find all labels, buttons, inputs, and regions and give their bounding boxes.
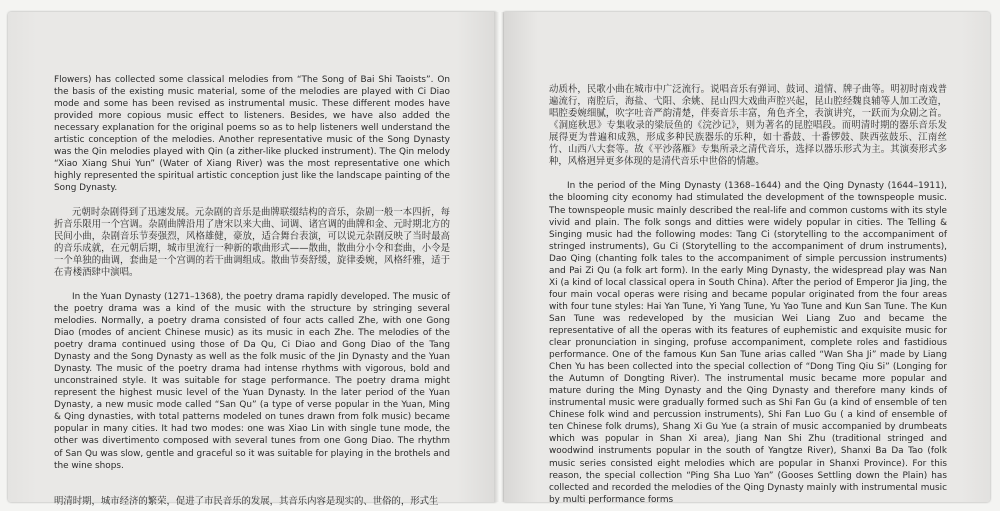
paragraph-ming-qing-cn-cont: 动质朴，民歌小曲在城市中广泛流行。说唱音乐有弹词、鼓词、道情、牌子曲等。明初时南戏普遍流行，南腔后，海盐、弋阳、余姚、昆山四大戏曲声腔兴起，昆山腔经魏良辅等人加工改造，唱腔委婉细腻，吹字吐音严韵清楚，伴奏音乐丰富，角色齐全，表演讲究，一跃而为众剧之首。《洞庭秋思》专集收录的梁辰鱼的《浣沙记》，则为著名的昆腔唱段。而明清时期的器乐音乐发展得更为普遍和成熟，形成多种民族器乐的乐种，如十番鼓、十番锣鼓、陕西弦鼓乐、江南丝竹、山西八大套等。故《平沙落雁》专集所录之清代音乐，选择以器乐形式为主。其演奏形式多种，风格迥异更多体现的是清代音乐中世俗的情趣。 xyxy=(549,84,947,168)
paragraph-yuan-dynasty-cn: 元朝时杂剧得到了迅速发展。元杂剧的音乐是曲牌联缀结构的音乐，杂剧一般一本四折，每折音乐限用一个宫调。杂剧曲牌沿用了唐宋以来大曲、词调、诸宫调的曲牌和金、元时期北方的民间小曲，杂剧音乐节奏强烈，风格雄健，豪放，适合舞台表演，可以说元杂剧反映了当时最高的音乐成就，在元朝后期，城市里流行一种新的歌曲形式——散曲，散曲分小令和套曲，小令是一个单独的曲调，套曲是一个宫调的若干曲调组成。散曲节奏舒缓，旋律委婉，风格纤雅，适于在青楼酒肆中演唱。 xyxy=(54,206,450,278)
paragraph-ming-qing-cn-start: 明清时期，城市经济的繁荣，促进了市民音乐的发展，其音乐内容是现实的、世俗的，形式生 xyxy=(54,495,439,507)
right-page-text xyxy=(549,72,947,518)
paragraph-yuan-dynasty-en: In the Yuan Dynasty (1271–1368), the poetry drama rapidly developed. The music of the poetry drama was a kind of the music with the structure by stringing several melodies. Normally, a poetry drama consisted of four acts called Zhe, with one Gong Diao (modes of ancient Chinese music) as its music in each Zhe. The melodies of the poetry drama continued using those of Da Qu, Ci Diao and Gong Diao of the Tang Dynasty and the Song Dynasty as well as the folk music of the Jin Dynasty and the Yuan Dynasty. The music of the poetry drama had intense rhythms with vigorous, bold and unconstrained style. It was suitable for stage performance. The poetry drama might represent the highest music level of the Yuan Dynasty. In the later period of the Yuan Dynasty, a new music mode called “San Qu” (a type of verse popular in the Yuan, Ming & Qing dynasties, with total patterns modeled on tunes drawn from folk music) became popular in many cities. It had two modes: one was Xiao Lin with single tune mode, the other was divertimento composed with several tunes from one Gong Diao. The rhythm of San Qu was slow, gentle and graceful so it was suitable for playing in the brothels and the wine shops. xyxy=(54,291,450,471)
right-page xyxy=(504,12,990,505)
left-page-text xyxy=(54,62,450,520)
paragraph-ming-qing-en: In the period of the Ming Dynasty (1368–1644) and the Qing Dynasty (1644–1911), the blooming city economy had stimulated the development of the townspeople music. The townspeople music mainly described the real-life and common customs with its style vivid and plain. The folk songs and ditties were widely popular in cities. The Telling & Singing music had the following modes: Tang Ci (storytelling to the accompaniment of stringed instruments), Gu Ci (Storytelling to the accompaniment of drum instruments), Dao Qing (chanting folk tales to the accompaniment of simple percussion instruments) and Pai Zi Qu (a folk art form). In the early Ming Dynasty, the widespread play was Nan Xi (a kind of local classical opera in South China). After the period of Emperor Jia Jing, the four main vocal operas were rising and became popular originated from the four areas with four tune styles: Hai Yan Tune, Yi Yang Tune, Yu Yao Tune and Kun San Tune. The Kun San Tune was redeveloped by the musician Wei Liang Zuo and became the representative of all the operas with its features of euphemistic and exquisite music for clear pronunciation in singing, profuse accompaniment, complete roles and fastidious performance. One of the famous Kun San Tune arias called “Wan Sha Ji” made by Liang Chen Yu has been collected into the special collection of “Dong Ting Qiu Si” (Longing for the Autumn of Dongting River). The instrumental music became more popular and mature during the Ming Dynasty and the Qing Dynasty and therefore many kinds of instrumental music were gradually formed such as Shi Fan Gu (a kind of ensemble of ten Chinese folk wind and percussion instruments), Shi Fan Luo Gu ( a kind of ensemble of ten Chinese folk drums), Shang Xi Gu Yue (a strain of music accompanied by drumbeats which was popular in Shan Xi area), Jiang Nan Shi Zhu (traditional stringed and woodwind instruments popular in the south of Yangtze River), Shanxi Ba Da Tao (folk music series consisted eight melodies which are popular in Shanxi Province). For this reason, the special collection “Ping Sha Luo Yan” (Gooses Settling down the Plain) has collected and recorded the melodies of the Qing Dynasty mainly with instrumental music by multi performance forms xyxy=(549,181,947,505)
paragraph-song-dynasty-en: Flowers) has collected some classical melodies from “The Song of Bai Shi Taoists”. On the basis of the existing music material, some of the melodies are played with Ci Diao mode and some has been revised as instrumental music. These different modes have provided more copious music effect to listeners. Besides, we have also added the necessary explanation for the original poems so as to help listeners well understand the artistic conception of the melodies. Another representative music of the Song Dynasty was the Qin melodies played with Qin (a zither-like plucked instrument). The Qin melody “Xiao Xiang Shui Yun” (Water of Xiang River) was the most representative one which highly represented the spiritual artistic conception just like the landscape painting of the Song Dynasty. xyxy=(54,75,450,194)
left-page xyxy=(8,12,496,507)
